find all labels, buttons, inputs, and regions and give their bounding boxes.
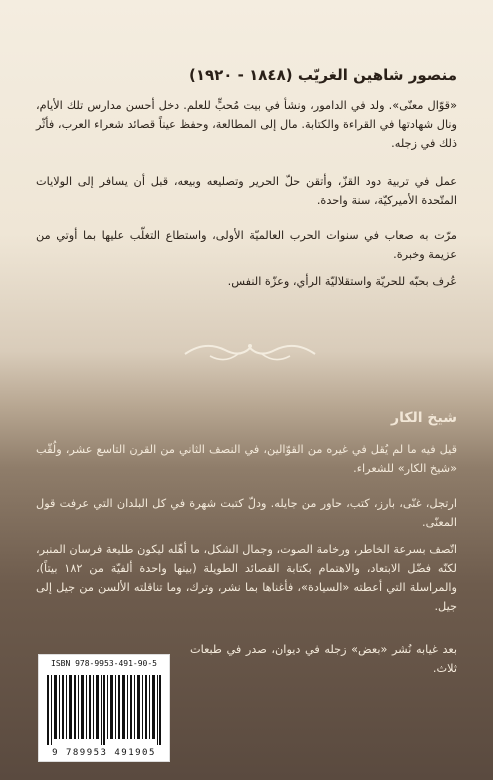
isbn-label: ISBN 978-9953-491-90-5 bbox=[51, 659, 157, 668]
ornament-divider bbox=[180, 336, 320, 366]
poem-paragraph-1: قيل فيه ما لم يُقل في غيره من القوّالين، في النصف الثاني من القرن التاسع عشر، ولُقّب «شيخ الكار» للشعراء. bbox=[36, 443, 457, 475]
barcode-bars bbox=[47, 675, 161, 745]
isbn-barcode bbox=[38, 654, 170, 762]
poem-paragraph-4: بعد غيابه نُشر «بعض» زجله في ديوان، صدر في طبعات ثلاث. bbox=[190, 643, 457, 675]
poem-heading: شيخ الكار bbox=[391, 410, 457, 426]
poem-paragraph-2: ارتجل، غنّى، بارز، كتب، حاور من جايله. ودلّ كتبت شهرة في كل البلدان التي عرفت قول المعنّى. bbox=[36, 497, 457, 529]
poet-heading: منصور شاهين الغريّب (١٨٤٨ - ١٩٢٠) bbox=[188, 66, 457, 84]
poet-paragraph-3: مرّت به صعاب في سنوات الحرب العالميّة الأولى، واستطاع التغلّب عليها بما أوتي من عزيمة وخبرة. bbox=[36, 229, 457, 261]
poet-paragraph-2: عمل في تربية دود القزّ، وأتقن حلّ الحرير وتصليعه وبيعه، قبل أن يسافر إلى الولايات المتّحدة الأميركيّة، سنة واحدة. bbox=[36, 175, 457, 207]
isbn-digits: 9 789953 491905 bbox=[52, 748, 156, 758]
poem-paragraph-3: اتّصف بسرعة الخاطر، ورخامة الصوت، وجمال الشكل، ما أهّله ليكون طليعة فرسان المنبر، لكنّه فضّل الابتعاد، والاهتمام بكتابة القصائد الطويلة (بينها واحدة ألفيّة من ١٨٢ بيتاً)، والمراسلة التي أعطته «السيادة»، فأغناها بما نشر، وترك، وما تناقلته الألسن من جيل إلى جيل. bbox=[36, 543, 457, 613]
poet-paragraph-1: «قوّال معنّى». ولد في الدامور، ونشأ في بيت مُحبٍّ للعلم. دخل أحسن مدارس تلك الأيام، ونال شهادتها في القراءة والكتابة. مال إلى المطالعة، وحفظ عيناً قصائد شعراء العرب، فأثّر ذلك في زجله. bbox=[36, 99, 457, 150]
poet-paragraph-4: عُرف بحبّه للحريّة واستقلاليّة الرأي، وعزّة النفس. bbox=[227, 275, 457, 288]
